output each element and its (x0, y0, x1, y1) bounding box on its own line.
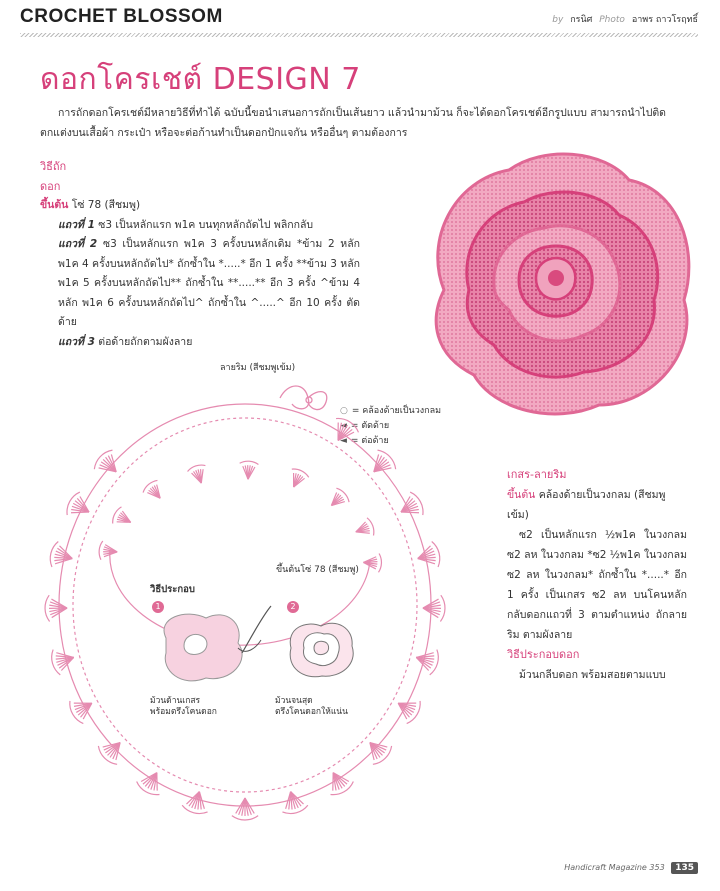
legend-text: = ตัดด้าย (350, 421, 390, 431)
credits (548, 12, 698, 26)
page-footer (564, 862, 698, 874)
photographer-name: อาพร ถาวโรฤทธิ์ (631, 15, 698, 25)
edge-pattern-label: ลายริม (สีชมพูเข้ม) (220, 363, 296, 373)
legend-text: = ต่อด้าย (350, 436, 389, 446)
flower-assembly-heading: วิธีประกอบดอก (507, 648, 580, 661)
stitch-mark (401, 512, 419, 513)
step-2-caption (275, 696, 348, 718)
method-heading: วิธีถัก (40, 160, 67, 173)
magazine-name: Handicraft Magazine 353 (564, 863, 665, 872)
step-1-caption (150, 696, 217, 718)
stitch-mark (201, 469, 203, 483)
start-chain-label: ขึ้นต้นโซ่ 78 (สีชมพู) (276, 565, 359, 575)
row-3-text: ต่อด้ายถักตามผังลาย (98, 335, 193, 348)
step-2-caption-line-1: ม้วนจนสุด (275, 696, 313, 706)
row-1-label: แถวที่ 1 (58, 218, 95, 231)
row-3-label: แถวที่ 3 (58, 335, 95, 348)
picot-edge (45, 595, 50, 621)
stitch-mark (356, 532, 370, 533)
picot-edge (378, 554, 381, 573)
center-knot-icon (280, 386, 327, 410)
picot-edge (99, 541, 103, 560)
start-label: ขึ้นต้น (40, 199, 69, 211)
row-2 (40, 235, 360, 333)
page-title: ดอกโครเชต์ DESIGN 7 (40, 62, 361, 97)
step-2-caption-line-2: ตรึงโคนดอกให้แน่น (275, 707, 348, 717)
author-name: กรนิศ (570, 15, 593, 25)
stamen-edge-section (507, 465, 687, 685)
stamen-edge-heading: เกสร-ลายริม (507, 468, 567, 481)
photo-label: Photo (599, 15, 625, 25)
intro-paragraph: การถักดอกโครเชต์มีหลายวิธีที่ทำได้ ฉบับนี้ขอนำเสนอการถักเป็นเส้นยาว แล้วนำมาม้วน ก็จะได้ดอกโครเชต์อีกรูปแบบ สามารถนำไปติดตกแต่งบนเสื้อผ้า กระเป๋า หรือจะต่อก้านทำเป็นดอกปักแจกัน หรืออื่นๆ ตามต้องการ (40, 107, 667, 139)
right-start-label: ขึ้นต้น (507, 489, 536, 501)
cut-symbol-icon: ◄ (340, 421, 347, 431)
legend-text: = คล้องด้ายเป็นวงกลม (351, 406, 442, 416)
right-start-row (507, 485, 687, 525)
stamen-edge-instructions: ซ2 เป็นหลักแรก ½พ1ค ในวงกลม ซ2 ลห ในวงกลม *ซ2 ½พ1ค ในวงกลม ซ2 ลห ในวงกลม* ถักซ้ำใน *.....* อีก 1 ครั้ง เป็นเกสร ซ2 ลห บนโคนหลักกลับดอกแถวที่ 3 ตามตำแหน่ง ถักลายริม ตามผังลาย (507, 529, 687, 641)
picot-edge (232, 816, 258, 820)
flower-assembly-text: ม้วนกลีบดอก พร้อมสอยตามแบบ (519, 669, 666, 681)
join-symbol-icon: ◄ (340, 436, 347, 446)
flower-subheading: ดอก (40, 179, 61, 193)
picot-edge (440, 595, 445, 621)
method-section (40, 157, 360, 352)
step-1-badge: 1 (152, 601, 164, 613)
header-divider (20, 33, 698, 37)
step-1-caption-line-2: พร้อมตรึงโคนดอก (150, 707, 217, 717)
by-label: by (552, 15, 564, 25)
step-1-caption-line-1: ม้วนด้านเกสร (150, 696, 201, 706)
row-2-label: แถวที่ 2 (58, 238, 98, 250)
assembly-heading: วิธีประกอบ (150, 584, 195, 595)
row-2-text: ซ3 เป็นหลักแรก พ1ค 3 ครั้งบนหลักเดิม *ข้าม 2 หลัก พ1ค 4 ครั้งบนหลักถัดไป* ถักซ้ำใน *.....* อีก 1 ครั้ง **ข้าม 3 หลัก พ1ค 5 ครั้งบนหลักถัดไป** ถักซ้ำใน **.....** อีก 3 ครั้ง ^ข้าม 4 หลัก พ1ค 6 ครั้งบนหลักถัดไป^ ถักซ้ำใน ^.....^ อีก 10 ครั้ง ตัดด้าย (58, 238, 361, 328)
picot-edge (240, 461, 259, 464)
start-row (40, 196, 360, 216)
step-2-badge: 2 (287, 601, 299, 613)
right-start-text: คล้องด้ายเป็นวงกลม (สีชมพูเข้ม) (507, 489, 666, 521)
row-3 (40, 333, 360, 353)
crochet-chart-diagram (30, 360, 480, 830)
ring-symbol-icon: ○ (340, 406, 348, 416)
assembly-illustration (146, 598, 386, 694)
row-1-text: ซ3 เป็นหลักแรก พ1ค บนทุกหลักถัดไป พลิกกลับ (98, 218, 314, 231)
start-text: โซ่ 78 (สีชมพู) (71, 199, 141, 211)
page-number: 135 (671, 862, 698, 874)
row-1 (40, 216, 360, 236)
magazine-section-title: CROCHET BLOSSOM (20, 6, 223, 27)
